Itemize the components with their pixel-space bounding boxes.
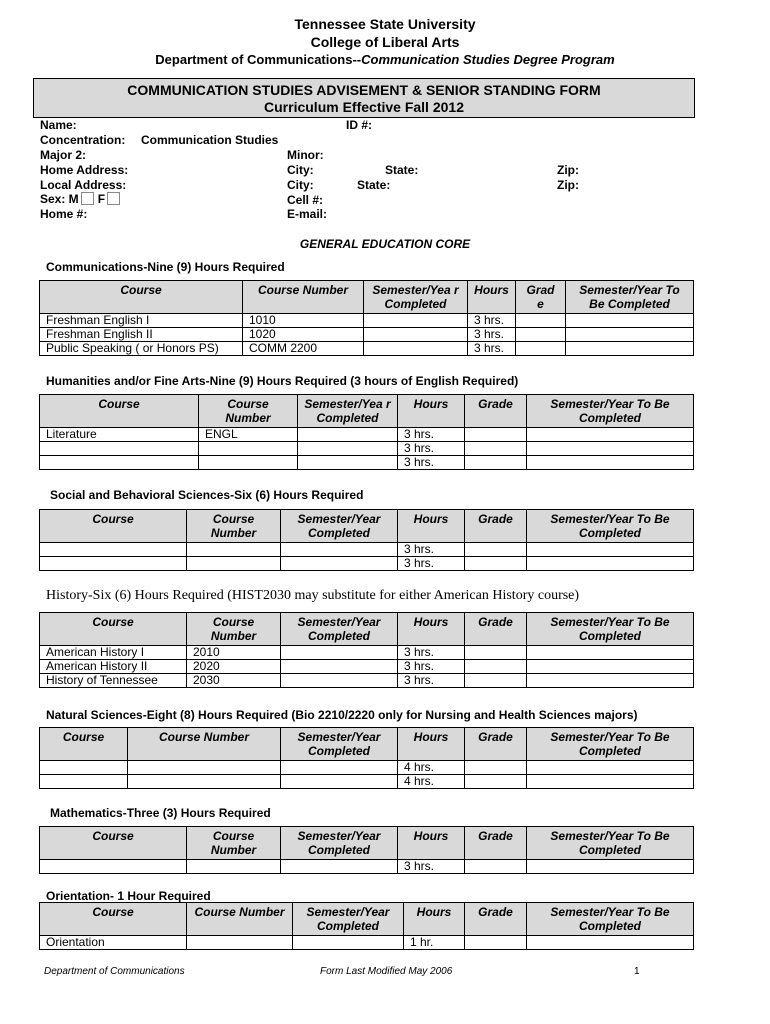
form-title-box	[33, 78, 695, 118]
table-cell: 3 hrs.	[398, 860, 465, 874]
university-name: Tennessee State University	[294, 16, 476, 32]
table-cell: 3 hrs.	[398, 442, 465, 456]
table-cell: 3 hrs.	[398, 646, 465, 660]
table-cell[interactable]	[465, 442, 527, 456]
table-cell[interactable]	[465, 646, 527, 660]
table-cell[interactable]	[187, 860, 281, 874]
orientation-section-title: Orientation- 1 Hour Required	[46, 889, 211, 903]
table-cell[interactable]	[527, 557, 694, 571]
table-row	[40, 660, 694, 674]
table-cell[interactable]	[465, 860, 527, 874]
table-cell[interactable]	[281, 557, 398, 571]
table-cell[interactable]	[527, 936, 694, 950]
table-cell: 3 hrs.	[468, 342, 516, 356]
table-cell[interactable]	[40, 543, 187, 557]
table-cell: 2020	[187, 660, 281, 674]
table-row	[40, 543, 694, 557]
sex-f-label: F	[97, 192, 106, 206]
column-header: Grade	[465, 395, 527, 428]
table-header-row	[40, 827, 694, 860]
table-cell[interactable]	[465, 557, 527, 571]
table-cell[interactable]	[465, 456, 527, 470]
column-header: Semester/Year To Be Completed	[527, 827, 694, 860]
table-cell[interactable]	[281, 646, 398, 660]
concentration-value: Communication Studies	[141, 133, 279, 147]
table-cell[interactable]	[527, 646, 694, 660]
table-cell[interactable]	[465, 936, 527, 950]
column-header: Hours	[398, 510, 465, 543]
table-header-row	[40, 281, 694, 314]
column-header: Course	[40, 827, 187, 860]
id-label: ID #:	[346, 118, 373, 132]
column-header: Semester/Yea r Completed	[364, 281, 468, 314]
table-row	[40, 775, 694, 789]
form-subtitle: Curriculum Effective Fall 2012	[264, 99, 464, 115]
local-zip-label: Zip:	[557, 178, 579, 192]
table-cell: American History I	[40, 646, 187, 660]
state-label: State:	[385, 163, 419, 177]
column-header: Hours	[404, 903, 465, 936]
home-address-label: Home Address:	[40, 163, 129, 177]
table-cell: 2030	[187, 674, 281, 688]
table-cell[interactable]	[527, 860, 694, 874]
table-cell[interactable]	[281, 660, 398, 674]
table-cell: 1 hr.	[404, 936, 465, 950]
table-cell[interactable]	[298, 428, 398, 442]
table-row	[40, 674, 694, 688]
email-label: E-mail:	[287, 207, 328, 221]
humanities-table	[39, 394, 694, 470]
table-cell[interactable]	[465, 660, 527, 674]
table-cell: 1010	[243, 314, 364, 328]
column-header: Semester/Year To Be Completed	[527, 903, 694, 936]
column-header: Course Number	[199, 395, 298, 428]
local-state-label: State:	[357, 178, 391, 192]
comm-table	[39, 280, 694, 356]
name-label: Name:	[40, 118, 77, 132]
table-cell[interactable]	[465, 761, 527, 775]
table-cell[interactable]	[566, 314, 694, 328]
table-cell[interactable]	[527, 674, 694, 688]
table-cell[interactable]	[527, 761, 694, 775]
column-header: Course	[40, 903, 187, 936]
table-cell[interactable]	[128, 775, 281, 789]
table-cell[interactable]	[187, 543, 281, 557]
history-section-title: History-Six (6) Hours Required (HIST2030 may substitute for either American History course)	[46, 588, 580, 603]
college-name: College of Liberal Arts	[310, 34, 460, 50]
column-header: Semester/Year Completed	[281, 510, 398, 543]
column-header: Hours	[398, 395, 465, 428]
zip-label: Zip:	[557, 163, 579, 177]
column-header: Semester/Yea r Completed	[298, 395, 398, 428]
table-cell: 3 hrs.	[398, 674, 465, 688]
table-cell[interactable]	[527, 442, 694, 456]
table-row	[40, 342, 694, 356]
table-cell[interactable]	[527, 775, 694, 789]
column-header: Semester/Year Completed	[281, 827, 398, 860]
social-table	[39, 509, 694, 571]
column-header: Grade	[465, 728, 527, 761]
table-cell[interactable]	[40, 456, 199, 470]
table-cell[interactable]	[516, 328, 566, 342]
table-cell: 4 hrs.	[398, 775, 465, 789]
column-header: Hours	[398, 728, 465, 761]
table-cell[interactable]	[40, 860, 187, 874]
table-header-row	[40, 395, 694, 428]
gen-ed-title: GENERAL EDUCATION CORE	[299, 237, 471, 251]
natural-section-title: Natural Sciences-Eight (8) Hours Required (Bio 2210/2220 only for Nursing and Health Sciences majors)	[46, 708, 638, 722]
column-header: Course Number	[187, 510, 281, 543]
table-cell[interactable]	[465, 543, 527, 557]
column-header: Grade	[465, 903, 527, 936]
column-header: Semester/Year To Be Completed	[527, 510, 694, 543]
sex-f-checkbox[interactable]	[107, 192, 120, 205]
table-cell[interactable]	[40, 442, 199, 456]
sex-m-checkbox[interactable]	[81, 192, 94, 205]
table-cell: 3 hrs.	[468, 314, 516, 328]
column-header: Course Number	[128, 728, 281, 761]
natural-table	[39, 727, 694, 789]
table-cell[interactable]	[199, 442, 298, 456]
table-cell[interactable]	[298, 456, 398, 470]
table-cell[interactable]	[465, 428, 527, 442]
column-header: Semester/Year To Be Completed	[566, 281, 694, 314]
table-cell: 3 hrs.	[398, 660, 465, 674]
column-header: Course Number	[243, 281, 364, 314]
table-row	[40, 646, 694, 660]
sex-field	[40, 192, 124, 207]
table-cell[interactable]	[527, 456, 694, 470]
department-line	[0, 52, 770, 67]
table-cell: Freshman English I	[40, 314, 243, 328]
humanities-section-title: Humanities and/or Fine Arts-Nine (9) Hours Required (3 hours of English Required)	[46, 374, 519, 388]
math-table	[39, 826, 694, 874]
column-header: Course	[40, 613, 187, 646]
column-header: Semester/Year Completed	[281, 613, 398, 646]
table-cell[interactable]	[293, 936, 404, 950]
table-cell: 3 hrs.	[468, 328, 516, 342]
orientation-table	[39, 902, 694, 950]
table-cell: COMM 2200	[243, 342, 364, 356]
footer-modified: Form Last Modified May 2006	[320, 966, 453, 977]
table-row	[40, 557, 694, 571]
department-program: Communication Studies Degree Program	[361, 52, 615, 67]
table-header-row	[40, 903, 694, 936]
table-cell[interactable]	[465, 775, 527, 789]
table-cell[interactable]	[364, 328, 468, 342]
cell-label: Cell #:	[287, 193, 324, 207]
table-header-row	[40, 728, 694, 761]
sex-label: Sex: M	[40, 192, 79, 206]
table-cell[interactable]	[281, 860, 398, 874]
form-title: COMMUNICATION STUDIES ADVISEMENT & SENIOR STANDING FORM	[127, 82, 601, 98]
table-row	[40, 761, 694, 775]
table-cell[interactable]	[465, 674, 527, 688]
column-header: Semester/Year Completed	[281, 728, 398, 761]
column-header: Hours	[398, 827, 465, 860]
table-cell: Public Speaking ( or Honors PS)	[40, 342, 243, 356]
column-header: Course	[40, 728, 128, 761]
table-row	[40, 314, 694, 328]
column-header: Grad e	[516, 281, 566, 314]
table-header-row	[40, 613, 694, 646]
table-header-row	[40, 510, 694, 543]
table-cell[interactable]	[281, 775, 398, 789]
table-cell: 4 hrs.	[398, 761, 465, 775]
table-cell[interactable]	[187, 557, 281, 571]
minor-label: Minor:	[287, 148, 324, 162]
footer-page-number: 1	[634, 966, 640, 977]
table-cell[interactable]	[516, 314, 566, 328]
department-prefix: Department of Communications--	[155, 52, 362, 67]
table-cell[interactable]	[187, 936, 293, 950]
table-cell: Literature	[40, 428, 199, 442]
column-header: Course	[40, 281, 243, 314]
column-header: Semester/Year To Be Completed	[527, 728, 694, 761]
column-header: Hours	[468, 281, 516, 314]
column-header: Semester/Year Completed	[293, 903, 404, 936]
math-section-title: Mathematics-Three (3) Hours Required	[50, 806, 271, 820]
column-header: Hours	[398, 613, 465, 646]
column-header: Course	[40, 510, 187, 543]
table-row	[40, 328, 694, 342]
column-header: Grade	[465, 827, 527, 860]
table-cell[interactable]	[281, 543, 398, 557]
table-cell[interactable]	[199, 456, 298, 470]
local-address-label: Local Address:	[40, 178, 127, 192]
table-cell[interactable]	[516, 342, 566, 356]
table-cell: 3 hrs.	[398, 557, 465, 571]
table-cell: ENGL	[199, 428, 298, 442]
column-header: Grade	[465, 510, 527, 543]
table-row	[40, 442, 694, 456]
column-header: Course Number	[187, 903, 293, 936]
table-cell[interactable]	[527, 428, 694, 442]
home-phone-label: Home #:	[40, 207, 88, 221]
table-cell[interactable]	[566, 328, 694, 342]
social-section-title: Social and Behavioral Sciences-Six (6) Hours Required	[50, 488, 364, 502]
table-cell: History of Tennessee	[40, 674, 187, 688]
table-cell: Orientation	[40, 936, 187, 950]
major2-label: Major 2:	[40, 148, 87, 162]
table-cell[interactable]	[40, 761, 128, 775]
table-row	[40, 936, 694, 950]
table-cell: 2010	[187, 646, 281, 660]
table-row	[40, 428, 694, 442]
table-cell[interactable]	[566, 342, 694, 356]
column-header: Semester/Year To Be Completed	[527, 395, 694, 428]
table-cell: 3 hrs.	[398, 543, 465, 557]
table-cell[interactable]	[40, 557, 187, 571]
column-header: Course	[40, 395, 199, 428]
history-table	[39, 612, 694, 688]
table-cell[interactable]	[527, 660, 694, 674]
table-cell: American History II	[40, 660, 187, 674]
table-cell: 3 hrs.	[398, 456, 465, 470]
column-header: Course Number	[187, 827, 281, 860]
table-cell[interactable]	[298, 442, 398, 456]
city-label: City:	[287, 163, 314, 177]
table-row	[40, 456, 694, 470]
table-cell[interactable]	[281, 761, 398, 775]
column-header: Semester/Year To Be Completed	[527, 613, 694, 646]
table-cell[interactable]	[128, 761, 281, 775]
table-row	[40, 860, 694, 874]
local-city-label: City:	[287, 178, 314, 192]
table-cell[interactable]	[40, 775, 128, 789]
table-cell[interactable]	[364, 342, 468, 356]
comm-section-title: Communications-Nine (9) Hours Required	[46, 260, 285, 274]
table-cell: 1020	[243, 328, 364, 342]
table-cell[interactable]	[364, 314, 468, 328]
footer-department: Department of Communications	[44, 966, 185, 977]
column-header: Course Number	[187, 613, 281, 646]
table-cell: Freshman English II	[40, 328, 243, 342]
table-cell[interactable]	[281, 674, 398, 688]
concentration-label: Concentration:	[40, 133, 126, 147]
column-header: Grade	[465, 613, 527, 646]
table-cell: 3 hrs.	[398, 428, 465, 442]
table-cell[interactable]	[527, 543, 694, 557]
